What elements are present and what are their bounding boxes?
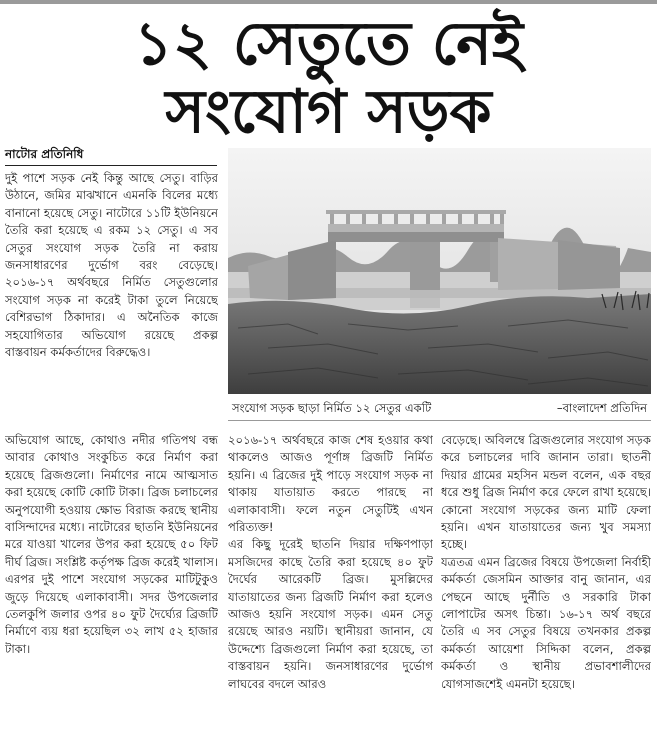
paragraph: যত্রতত্র এমন ব্রিজের বিষয়ে উপজেলা নির্বাহী কর্মকর্তা জেসমিন আক্তার বানু জানান, এর পেছনে আছে দুর্নীতি ও সরকারি টাকা লোপাটের অসৎ চিন্তা। ১৬-১৭ অর্থ বছরে তৈরি এ সব সেতুর বিষয়ে তখনকার প্রকল্প কর্মকর্তা আয়েশা সিদ্দিকা বলেন, প্রকল্প কর্মকর্তা ও স্থানীয় প্রভাবশালীদের যোগসাজশেই এমনটা হয়েছে। (441, 554, 651, 691)
byline-rule (5, 165, 217, 166)
paragraph: ২০১৬-১৭ অর্থবছরে কাজ শেষ হওয়ার কথা থাকলেও আজও পূর্ণাঙ্গ ব্রিজটি নির্মিত হয়নি। এ ব্রিজের দুই পাড়ে সংযোগ সড়ক না থাকায় যাতায়াত করতে পারছে না এলাকাবাসী। ফলে নতুন সেতুটিই এখন পরিত্যক্ত! (228, 433, 433, 535)
caption-text: সংযোগ সড়ক ছাড়া নির্মিত ১২ সেতুর একটি (232, 401, 432, 415)
bridge-photo-illustration (228, 148, 651, 394)
byline: নাটোর প্রতিনিধি (5, 147, 84, 161)
caption-rule (228, 420, 651, 421)
headline-line-1: ১২ সেতুতে নেই (133, 9, 524, 79)
photo-caption (228, 398, 651, 418)
headline-line-2: সংযোগ সড়ক (165, 77, 492, 147)
body-column-2 (228, 432, 433, 744)
bridge-photo (228, 148, 651, 394)
body-column-1-bottom (5, 432, 218, 744)
paragraph: অভিযোগ আছে, কোথাও নদীর গতিপথ বন্ধ আবার কোথাও সংকুচিত করে নির্মাণ করা হয়েছে ব্রিজগুলো। নির্মাণের নামে আত্মসাত করা হয়েছে কোটি কোটি টাকা। ব্রিজ চলাচলের অনুপযোগী হওয়ায় ক্ষোভ বিরাজ করছে স্থানীয় বাসিন্দাদের মধ্যে। নাটোরের ছাতনি ইউনিয়নের মরে যাওয়া খালের উপর করা হয়েছে ৫০ ফিট দীর্ঘ ব্রিজ। সংশ্লিষ্ট কর্তৃপক্ষ ব্রিজ করেই খালাস। এরপর দুই পাশে সংযোগ সড়কের মাটিটুকুও জুড়ে দিয়েছে এলাকাবাসী। সদর উপজেলার তেলকুপি জলার ওপর ৪০ ফুট দৈর্ঘ্যের ব্রিজটি নির্মাণে ব্যয় ধরা হয়েছিল ৩২ লাখ ৫২ হাজার টাকা। (5, 433, 218, 656)
paragraph: এর কিছু দূরেই ছাতনি দিয়ার দক্ষিণপাড়া মসজিদের কাছে তৈরি করা হয়েছে ৪০ ফুট দৈর্ঘের আরেকটি ব্রিজ। মুসল্লিদের যাতায়াতের জন্য ব্রিজটি নির্মাণ করা হলেও আজও হয়নি সংযোগ সড়ক। এমন সেতু রয়েছে আরও নয়টি। স্থানীয়রা জানান, যে উদ্দেশ্যে ব্রিজগুলো নির্মাণ করা হয়েছে, তা বাস্তবায়ন হয়নি। জনসাধারণের দুর্ভোগ লাঘবের বদলে আরও (228, 537, 433, 691)
paragraph: বেড়েছে। অবিলম্বে ব্রিজগুলোর সংযোগ সড়ক করে চলাচলের দাবি জানান তারা। ছাতনী দিয়ার গ্রামের মহসিন মন্ডল বলেন, এক বছর ধরে শুধু ব্রিজ নির্মাণ করে ফেলে রাখা হয়েছে। কোনো সংযোগ সড়কের জন্য মাটি ফেলা হয়নি। এখন যাতায়াতের জন্য খুব সমস্যা হচ্ছে। (441, 433, 651, 552)
body-column-1-top (5, 170, 218, 432)
body-column-3 (441, 432, 651, 744)
caption-credit: –বাংলাদেশ প্রতিদিন (556, 401, 647, 415)
top-rule (0, 0, 657, 4)
paragraph: দুই পাশে সড়ক নেই কিন্তু আছে সেতু। বাড়ির উঠানে, জমির মাঝখানে এমনকি বিলের মধ্যে বানানো হয়েছে সেতু। নাটোরে ১১টি ইউনিয়নে তৈরি করা হয়েছে এ রকম ১২ সেতু। এ সব সেতুর সংযোগ সড়ক তৈরি না করায় জনসাধারণের দুর্ভোগ বরং বেড়েছে। ২০১৬-১৭ অর্থবছরে নির্মিত সেতুগুলোর সংযোগ সড়ক না করেই টাকা তুলে নিয়েছে বেশিরভাগ ঠিকাদার। এ অনৈতিক কাজে সহযোগিতার অভিযোগ রয়েছে প্রকল্প বাস্তবায়ন কর্মকর্তাদের বিরুদ্ধেও। (5, 171, 218, 360)
